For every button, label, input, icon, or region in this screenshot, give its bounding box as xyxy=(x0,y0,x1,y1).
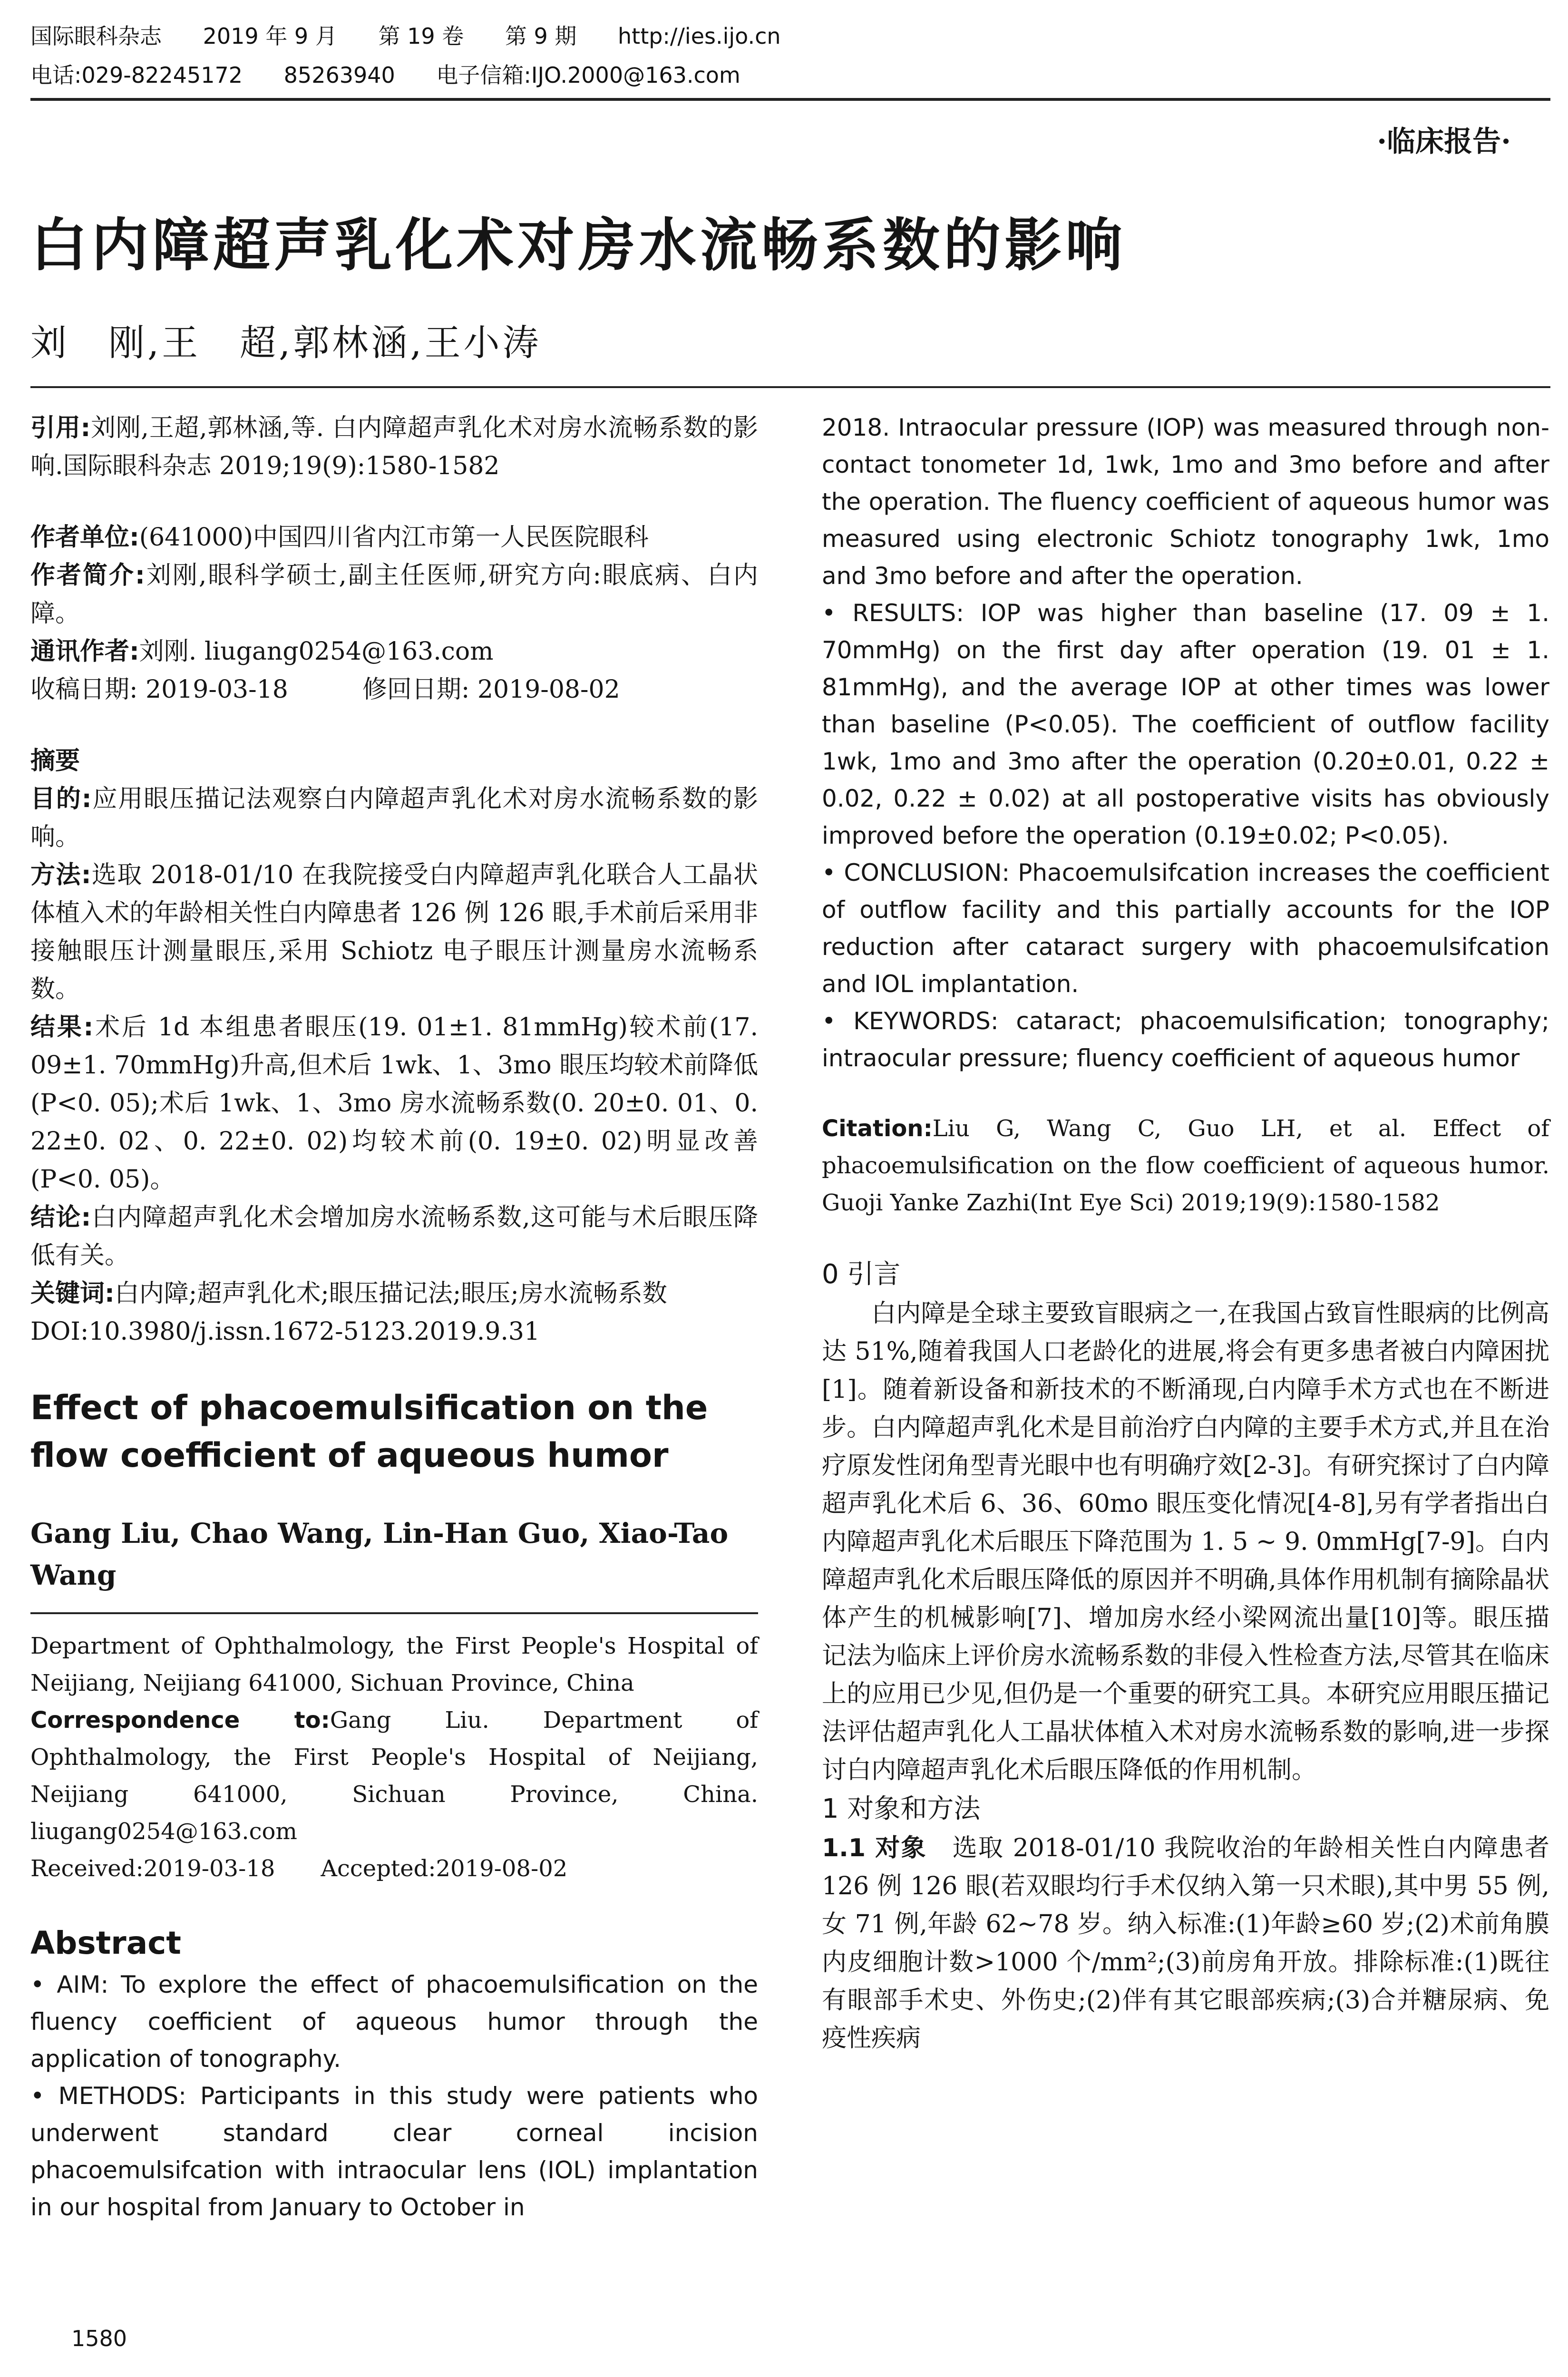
results-en: • RESULTS: IOP was higher than baseline (17. 09 ± 1. 70mmHg) on the first day after operation (19. 01 ± 1. 81mmHg), and the average IOP at other times was lower than baseline (P<0.05). The coefficient of outflow facility 1wk, 1mo and 3mo after the operation (0.20±0.01, 0.22 ± 0.02, 0.22 ± 0.02) at all postoperative visits has obviously improved before the operation (0.19±0.02; P<0.05). xyxy=(822,599,1549,849)
aim-cn: 目的:应用眼压描记法观察白内障超声乳化术对房水流畅系数的影响。 xyxy=(30,785,758,851)
corresponding-author: 通讯作者:刘刚. liugang0254@163.com xyxy=(30,637,494,666)
intro-head: 0 引言 xyxy=(822,1259,901,1290)
author-unit: 作者单位:(641000)中国四川省内江市第一人民医院眼科 xyxy=(30,523,649,552)
affiliation: Department of Ophthalmology, the First People's Hospital of Neijiang, Neijiang 641000, Sichuan Province, China xyxy=(30,1633,758,1696)
header-rule xyxy=(30,98,1550,101)
results-cn: 结果:术后 1d 本组患者眼压(19. 01±1. 81mmHg)较术前(17. 09±1. 70mmHg)升高,但术后 1wk、1、3mo 眼压均较术前降低(P<0. 05);术后 1wk、1、3mo 房水流畅系数(0. 20±0. 01、0. 22±0. 02、0. 22±0. 02)均较术前(0. 19±0. 02)明显改善(P<0. 05)。 xyxy=(30,1013,758,1194)
email[interactable]: 电子信箱:IJO.2000@163.com xyxy=(436,62,740,88)
title-rule xyxy=(30,386,1550,388)
correspondence: Correspondence to:Gang Liu. Department of Ophthalmology, the First People's Hospital of Neijiang, Neijiang 641000, Sichuan Province, China. liugang0254@163.com xyxy=(30,1707,759,1845)
citation-text: 刘刚,王超,郭林涵,等. 白内障超声乳化术对房水流畅系数的影响.国际眼科杂志 2019;19(9):1580-1582 xyxy=(30,414,758,480)
received-dates: 收稿日期: 2019-03-18 修回日期: 2019-08-02 xyxy=(30,675,620,704)
subjects-paragraph: 1.1 对象 选取 2018-01/10 我院收治的年龄相关性白内障患者 126 例 126 眼(若双眼均行手术仅纳入第一只术眼),其中男 55 例,女 71 例,年龄 62~78 岁。纳入标准:(1)年龄≥60 岁;(2)术前角膜内皮细胞计数>1000 个/mm²;(3)前房角开放。排除标准:(1)既往有眼部手术史、外伤史;(2)伴有其它眼部疾病;(3)合并糖尿病、免疫性疾病 xyxy=(822,1834,1549,2053)
methods-cn: 方法:选取 2018-01/10 在我院接受白内障超声乳化联合人工晶状体植入术的年龄相关性白内障患者 126 例 126 眼,手术前后采用非接触眼压计测量眼压,采用 Schiotz 电子眼压计测量房水流畅系数。 xyxy=(30,861,758,1003)
affiliation-rule xyxy=(30,1612,758,1614)
methods-head: 1 对象和方法 xyxy=(822,1793,981,1824)
intro-text: 白内障是全球主要致盲眼病之一,在我国占致盲性眼病的比例高达 51%,随着我国人口老龄化的进展,将会有更多患者被白内障困扰[1]。随着新设备和新技术的不断涌现,白内障手术方式也在不断进步。白内障超声乳化术是目前治疗白内障的主要手术方式,并且在治疗原发性闭角型青光眼中也有明确疗效[2-3]。有研究探讨了白内障超声乳化术后 6、36、60mo 眼压变化情况[4-8],另有学者指出白内障超声乳化术后眼压下降范围为 1. 5 ~ 9. 0mmHg[7-9]。白内障超声乳化术后眼压降低的原因并不明确,具体作用机制有摘除晶状体产生的机械影响[7]、增加房水经小梁网流出量[10]等。眼压描记法为临床上评价房水流畅系数的非侵入性检查方法,尽管其在临床上的应用已少见,但仍是一个重要的研究工具。本研究应用眼压描记法评估超声乳化人工晶状体植入术对房水流畅系数的影响,进一步探讨白内障超声乳化术后眼压降低的作用机制。 xyxy=(822,1299,1549,1784)
journal-contact xyxy=(30,58,775,92)
english-authors: Gang Liu, Chao Wang, Lin-Han Guo, Xiao-Tao Wang xyxy=(30,1517,729,1591)
page-title: 白内障超声乳化术对房水流畅系数的影响 xyxy=(30,213,1126,279)
issue: 第 9 期 xyxy=(505,23,577,49)
english-title: Effect of phacoemulsification on the flow coefficient of aqueous humor xyxy=(30,1388,708,1475)
conclusion-en: • CONCLUSION: Phacoemulsifcation increases the coefficient of outflow facility and this partially accounts for the IOP reduction after cataract surgery with phacoemulsifcation and IOL implantation. xyxy=(822,859,1549,998)
abstract-cn-head: 摘要 xyxy=(30,747,80,775)
volume: 第 19 卷 xyxy=(378,23,464,49)
journal-name: 国际眼科杂志 xyxy=(30,23,162,49)
abstract-en-head: Abstract xyxy=(30,1925,181,1961)
left-column xyxy=(30,409,758,2226)
right-column xyxy=(822,409,1549,2057)
phone: 电话:029-82245172 xyxy=(30,62,243,88)
aim-en: • AIM: To explore the effect of phacoemulsification on the fluency coefficient of aqueous humor through the application of tonography. xyxy=(30,1971,758,2073)
author-bio: 作者简介:刘刚,眼科学硕士,副主任医师,研究方向:眼底病、白内障。 xyxy=(30,561,759,628)
citation-en: Citation:Liu G, Wang C, Guo LH, et al. Effect of phacoemulsification on the flow coefficient of aqueous humor. Guoji Yanke Zazhi(Int Eye Sci) 2019;19(9):1580-1582 xyxy=(822,1115,1549,1216)
doi[interactable]: DOI:10.3980/j.issn.1672-5123.2019.9.31 xyxy=(30,1317,540,1346)
page-number: 1580 xyxy=(71,2326,127,2351)
citation-cn xyxy=(30,409,758,485)
conclusion-cn: 结论:白内障超声乳化术会增加房水流畅系数,这可能与术后眼压降低有关。 xyxy=(30,1203,759,1270)
section-label: ·临床报告· xyxy=(1377,125,1511,158)
keywords-en: • KEYWORDS: cataract; phacoemulsification; tonography; intraocular pressure; fluency coefficient of aqueous humor xyxy=(822,1007,1549,1072)
methods-en-cont: 2018. Intraocular pressure (IOP) was measured through non-contact tonometer 1d, 1wk, 1mo and 3mo before and after the operation. The fluency coefficient of aqueous humor was measured using electronic Schiotz tonography 1wk, 1mo and 3mo before and after the operation. xyxy=(822,414,1549,590)
journal-header xyxy=(30,19,815,53)
issue-date: 2019 年 9 月 xyxy=(203,23,337,49)
keywords-cn: 关键词:白内障;超声乳化术;眼压描记法;眼压;房水流畅系数 xyxy=(30,1279,667,1308)
authors: 刘 刚,王 超,郭林涵,王小涛 xyxy=(30,321,542,364)
en-received: Received:2019-03-18 Accepted:2019-08-02 xyxy=(30,1855,568,1882)
fax: 85263940 xyxy=(283,62,395,88)
citation-label: 引用: xyxy=(30,414,91,442)
journal-url[interactable]: http://ies.ijo.cn xyxy=(618,23,781,49)
methods-en: • METHODS: Participants in this study were patients who underwent standard clear corneal incision phacoemulsifcation with intraocular lens (IOL) implantation in our hospital from January to October in xyxy=(30,2082,758,2221)
